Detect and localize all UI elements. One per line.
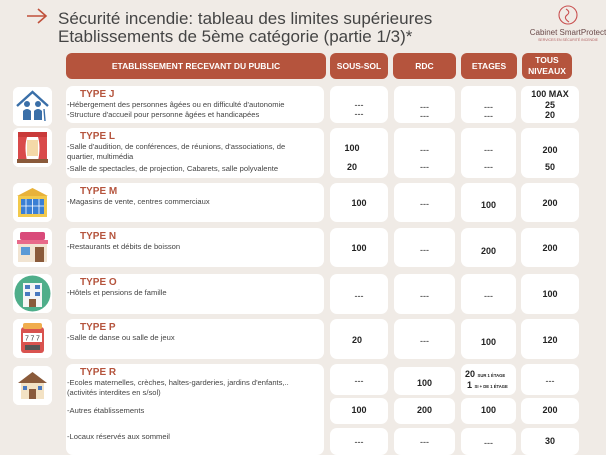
value-note: SUR 1 ÉTAGE (477, 373, 506, 378)
cell-l-sous-sol (330, 128, 388, 178)
value: --- (484, 102, 493, 112)
type-r-desc-line2: (activités interdites en s/sol) (67, 387, 161, 397)
value: --- (354, 109, 364, 119)
type-m-desc-line1: -Magasins de vente, centres commerciaux (67, 197, 210, 206)
value (467, 380, 508, 390)
restaurant-icon (13, 228, 52, 267)
type-j-desc-line1: -Hébergement des personnes âgées ou en difficulté d'autonomie (67, 100, 285, 109)
value: --- (420, 111, 429, 121)
page-subtitle: Etablissements de 5ème catégorie (partie 1/3)* (58, 27, 413, 46)
value: 100 (480, 200, 497, 210)
type-label: TYPE O (80, 277, 117, 288)
value-note: SI + DE 1 ÉTAGE (474, 384, 508, 389)
arrow-right-icon (26, 8, 48, 24)
cell-j-rdc (394, 86, 455, 123)
column-header-erp: ETABLISSEMENT RECEVANT DU PUBLIC (66, 53, 326, 79)
type-label: TYPE P (80, 322, 116, 333)
cell-l-etages (461, 128, 516, 178)
value: --- (420, 336, 429, 346)
value: 100 (480, 405, 497, 415)
value: 200 (542, 405, 558, 415)
theater-stage-icon (13, 128, 52, 167)
cell-m-rdc (394, 183, 455, 222)
value: 50 (544, 162, 555, 172)
cell-n-rdc (394, 228, 455, 267)
column-header-sous-sol: SOUS-SOL (330, 53, 388, 79)
value: --- (354, 437, 364, 447)
cell-r3-sous-sol (330, 428, 388, 455)
column-header-tous-line1: TOUS (535, 55, 559, 65)
cell-r2-tous-niveaux (521, 398, 579, 424)
value: 100 (480, 337, 497, 347)
type-label: TYPE L (80, 131, 116, 142)
type-r-desc-line3: -Autres établissements (67, 406, 145, 415)
type-label: TYPE R (80, 367, 117, 378)
value: 200 (542, 198, 558, 208)
value: --- (420, 199, 429, 209)
cell-m-tous-niveaux (521, 183, 579, 222)
cell-o-sous-sol (330, 274, 388, 314)
type-r-desc-line1: -Ecoles maternelles, crèches, haltes-garderies, jardins d'enfants,.. (67, 378, 289, 387)
value (465, 369, 505, 379)
cell-r2-rdc (394, 398, 455, 424)
value: --- (354, 376, 364, 386)
value: 20 (346, 162, 357, 172)
cell-r3-etages (461, 428, 516, 455)
cell-r1-rdc (394, 367, 455, 395)
cell-p-tous-niveaux (521, 319, 579, 359)
cell-m-sous-sol (330, 183, 388, 222)
value: --- (420, 245, 429, 255)
type-r-description (67, 378, 323, 397)
value: --- (354, 291, 364, 301)
value: 100 (351, 405, 367, 415)
value: 100 (351, 198, 367, 208)
value: 20 (544, 110, 555, 120)
type-label: TYPE M (80, 186, 118, 197)
type-n-desc-line1: -Restaurants et débits de boisson (67, 242, 181, 251)
type-label: TYPE J (80, 89, 115, 100)
value: 100 (416, 378, 433, 388)
type-l-desc-line2: quartier, multimédia (67, 151, 134, 161)
cell-j-etages (461, 86, 516, 123)
value: 200 (480, 246, 497, 256)
cell-n-etages (461, 228, 516, 267)
cell-o-etages (461, 274, 516, 314)
row-type-p (66, 319, 324, 359)
type-r-desc-line4: -Locaux réservés aux sommeil (67, 432, 170, 441)
row-type-r (66, 364, 324, 455)
school-icon (13, 366, 52, 405)
row-type-o (66, 274, 324, 314)
value: --- (484, 291, 493, 301)
type-p-desc-line1: -Salle de danse ou salle de jeux (67, 333, 175, 342)
cell-l-rdc (394, 128, 455, 178)
cell-l-tous-niveaux (521, 128, 579, 178)
cell-r2-etages (461, 398, 516, 424)
row-type-n (66, 228, 324, 267)
svg-text:7: 7 (36, 335, 40, 343)
value: 100 MAX (531, 89, 569, 99)
column-header-etages: ETAGES (461, 53, 517, 79)
value-number: 1 (467, 380, 473, 390)
type-label: TYPE N (80, 231, 117, 242)
value: 200 (416, 405, 433, 415)
value: 30 (544, 436, 555, 446)
cell-r2-sous-sol (330, 398, 388, 424)
value: --- (420, 291, 429, 301)
row-type-l (66, 128, 324, 178)
value: --- (545, 376, 555, 386)
slot-machine-icon (13, 319, 52, 358)
cell-n-sous-sol (330, 228, 388, 267)
type-o-desc-line1: -Hôtels et pensions de famille (67, 288, 167, 297)
type-l-desc-line1: -Salle d'audition, de conférences, de réunions, d'associations, de (67, 142, 286, 151)
cell-o-tous-niveaux (521, 274, 579, 314)
value: 25 (544, 100, 555, 110)
page-title: Sécurité incendie: tableau des limites supérieures (58, 9, 433, 28)
cell-o-rdc (394, 274, 455, 314)
value-number: 20 (465, 369, 476, 379)
value: 100 (351, 243, 367, 253)
cell-r3-tous-niveaux (521, 428, 579, 455)
row-type-m (66, 183, 324, 222)
cell-p-rdc (394, 319, 455, 359)
logo-name: Cabinet SmartProtect (529, 28, 606, 37)
value: --- (420, 437, 429, 447)
column-header-tous-niveaux (522, 53, 572, 79)
value: 120 (542, 335, 558, 345)
cell-m-etages (461, 183, 516, 222)
logo-tagline: SERVICES EN SÉCURITÉ INCENDIE (538, 38, 598, 42)
cell-p-etages (461, 319, 516, 359)
page-header (0, 0, 606, 52)
cell-p-sous-sol (330, 319, 388, 359)
row-type-j (66, 86, 324, 123)
column-header-tous-line2: NIVEAUX (528, 66, 566, 76)
type-j-desc-line2: -Structure d'accueil pour personne âgées et handicapées (67, 109, 260, 119)
svg-text:7: 7 (30, 335, 35, 343)
elderly-people-house-icon (13, 87, 52, 126)
type-l-desc-line3: -Salle de spectacles, de projection, Cabarets, salle polyvalente (67, 164, 279, 173)
value: 200 (542, 145, 558, 155)
cell-j-tous-niveaux (521, 86, 579, 123)
cell-r1-tous-niveaux (521, 364, 579, 395)
cell-n-tous-niveaux (521, 228, 579, 267)
shopping-mall-icon (13, 183, 52, 222)
type-l-description (67, 142, 323, 174)
cell-r3-rdc (394, 428, 455, 455)
value: --- (484, 145, 493, 155)
column-header-rdc: RDC (393, 53, 456, 79)
value: 100 (344, 143, 360, 153)
value: --- (420, 162, 429, 172)
value: 100 (542, 289, 558, 299)
cell-r1-etages (461, 364, 516, 395)
value: 200 (542, 243, 558, 253)
value: --- (484, 162, 493, 172)
cell-j-sous-sol (330, 86, 388, 123)
value: --- (484, 438, 493, 448)
value: --- (420, 145, 429, 155)
svg-text:7: 7 (25, 335, 29, 343)
type-j-description (67, 100, 323, 119)
value: --- (484, 111, 493, 121)
value: --- (354, 100, 364, 110)
value: 20 (351, 335, 362, 345)
hotel-icon (13, 274, 52, 313)
value: --- (420, 102, 429, 112)
cell-r1-sous-sol (330, 364, 388, 395)
